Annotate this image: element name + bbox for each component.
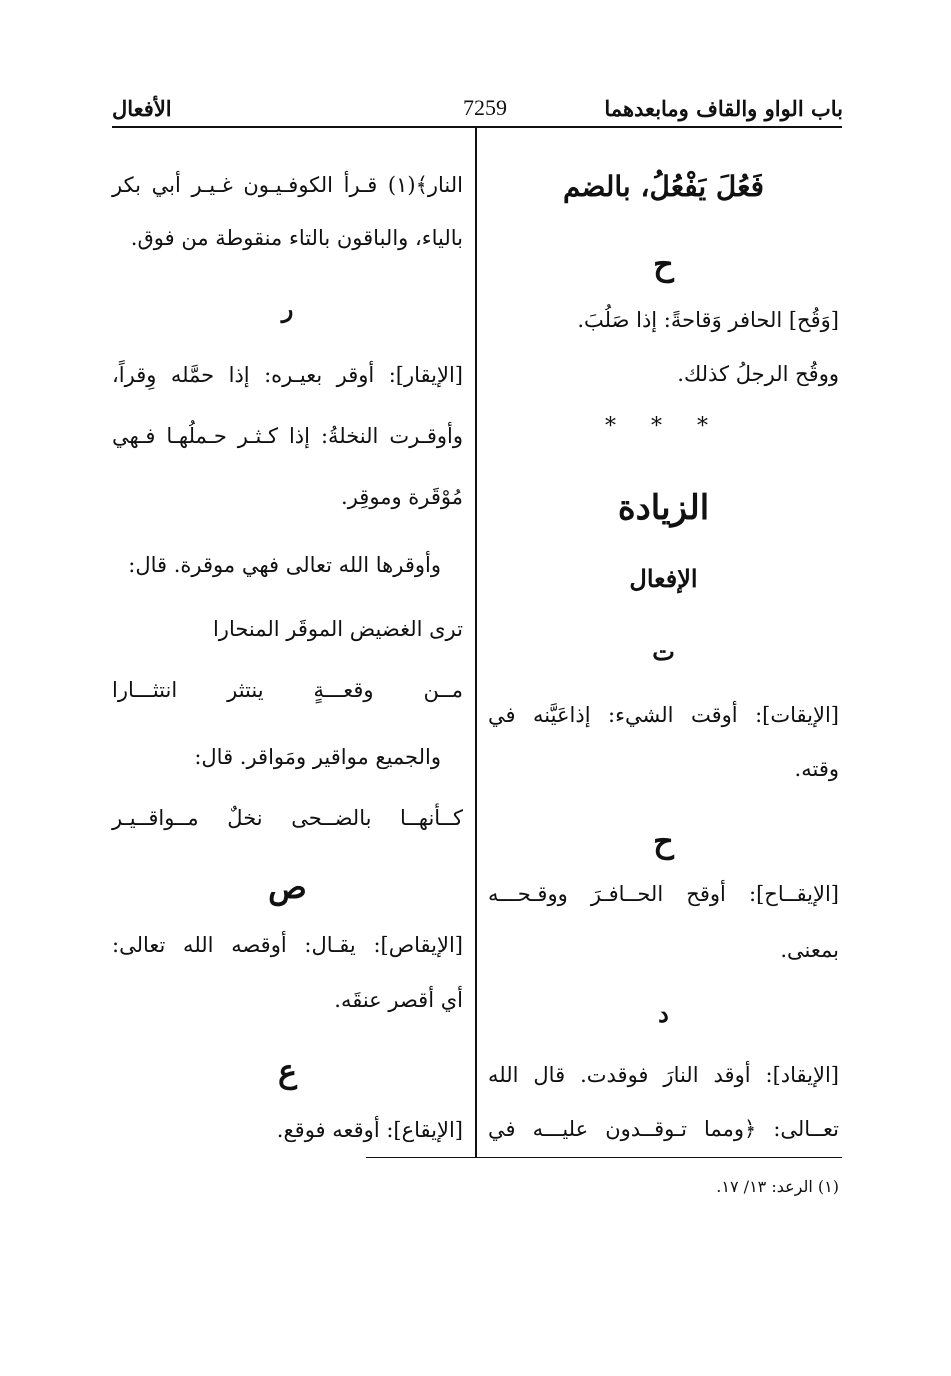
cont-line1: النار﴾(١) قـرأ الكوفـيـون غـيـر أبي بكر xyxy=(112,173,463,197)
entry-iqah-line2: بمعنى. xyxy=(780,938,839,962)
entry-iqar-line5: والجميع مواقير ومَواقر. قال: xyxy=(194,745,441,769)
letter-ayn: ع xyxy=(277,1052,298,1090)
heading-ziyada: الزيادة xyxy=(617,488,710,528)
header-rule xyxy=(112,126,842,128)
entry-iqat-line2: وقته. xyxy=(794,757,839,781)
verse2: كــأنهــا بالضــحى نخلٌ مــواقــيـر xyxy=(112,806,463,830)
letter-ha-2: ح xyxy=(653,822,674,860)
letter-dal: د xyxy=(658,999,669,1028)
entry-iqa-line1: [الإيقاع]: أوقعه فوقع. xyxy=(276,1118,463,1142)
letter-ra: ر xyxy=(281,294,294,323)
entry-waquh-line1: [وَقُح] الحافر وَقاحةً: إذا صَلُبَ. xyxy=(577,308,839,332)
verse1-line2: مــن وقعـــةٍ ينتثر انتثـــارا xyxy=(112,678,463,702)
footnote: (١) الرعد: ١٣/ ١٧. xyxy=(716,1177,839,1196)
separator-stars: * * * xyxy=(605,414,722,439)
verse1-line1: ترى الغضيض الموقَر المنحارا xyxy=(212,617,463,641)
entry-iqar-line3: مُوْقَرة وموقِر. xyxy=(341,485,463,509)
entry-iqah-line1: [الإيقــاح]: أوقح الحــافـرَ ووقـحـــه xyxy=(488,882,839,906)
letter-ta: ت xyxy=(652,637,675,666)
letter-sad: ص xyxy=(268,868,307,906)
heading-ifal: الإفعال xyxy=(629,564,698,593)
entry-iqad-line2: تعــالى: ﴿ومما تـوقــدون عليـــه في xyxy=(488,1117,839,1141)
chapter-title: باب الواو والقاف ومابعدهما xyxy=(604,96,843,121)
entry-iqar-line1: [الإيقار]: أوقر بعيـره: إذا حمَّله وِقراً، xyxy=(112,363,463,387)
cont-line2: بالياء، والباقون بالتاء منقوطة من فوق. xyxy=(130,226,463,250)
entry-iqas-line1: [الإيقاص]: يقـال: أوقصه الله تعالى: xyxy=(112,933,463,957)
footnote-rule xyxy=(366,1157,842,1158)
entry-iqar-line2: وأوقـرت النخلةُ: إذا كـثـر حـملُهـا فـهي xyxy=(112,424,463,448)
entry-iqat-line1: [الإيقات]: أوقت الشيء: إذاعَيَّنه في xyxy=(488,703,839,727)
heading-pattern: فَعُلَ يَفْعُلُ، بالضم xyxy=(562,170,765,203)
section-title: الأفعال xyxy=(112,96,172,121)
entry-waquh-line2: ووقُح الرجلُ كذلك. xyxy=(677,362,839,386)
entry-iqas-line2: أي أقصر عنقَه. xyxy=(334,988,463,1012)
letter-ha-1: ح xyxy=(653,245,674,283)
entry-iqar-line4: وأوقرها الله تعالى فهي موقرة. قال: xyxy=(128,553,441,577)
column-divider xyxy=(475,128,477,1158)
entry-iqad-line1: [الإيقاد]: أوقد النارَ فوقدت. قال الله xyxy=(488,1063,839,1087)
page-number: 7259 xyxy=(463,95,507,120)
